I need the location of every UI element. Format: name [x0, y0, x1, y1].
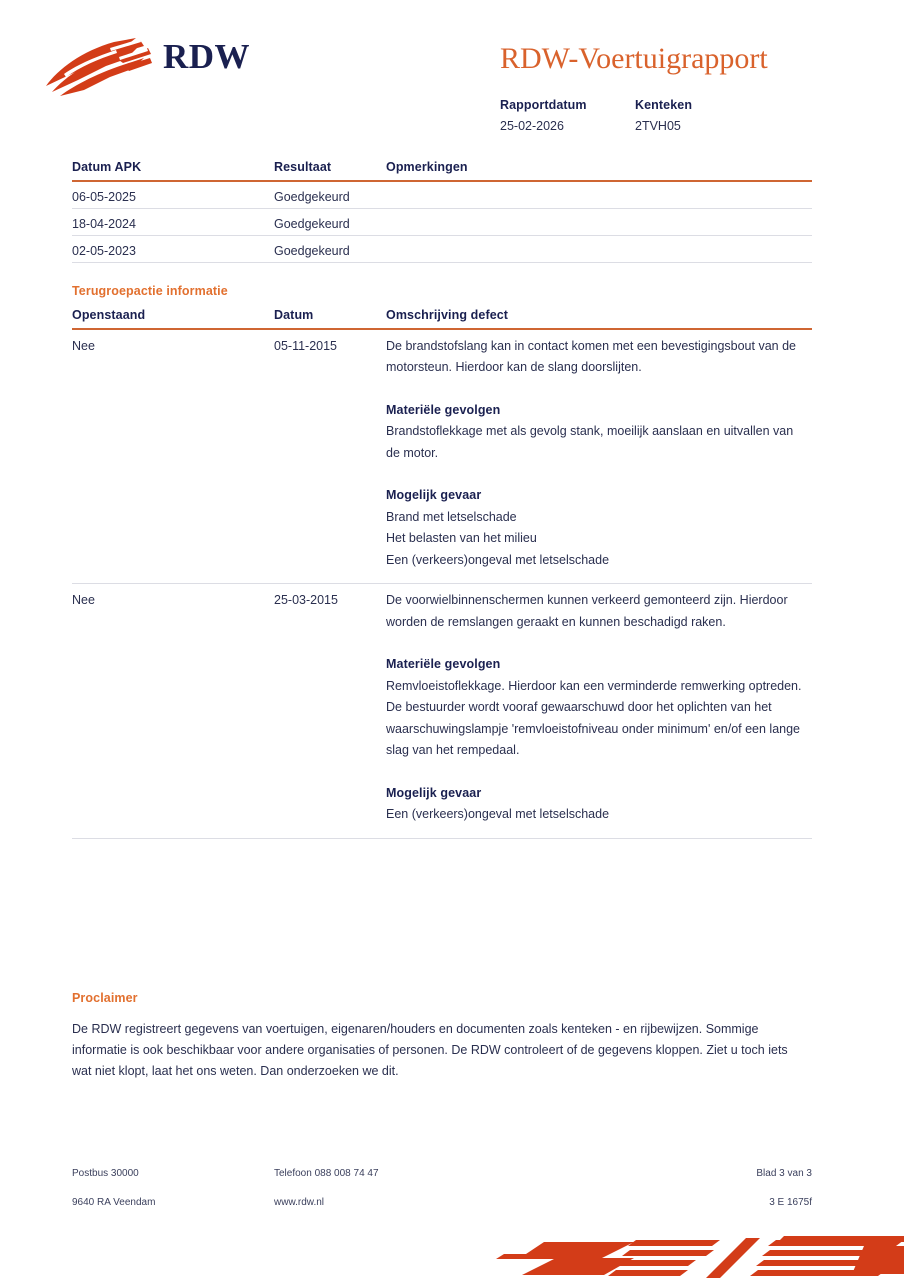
report-date-block	[500, 97, 635, 136]
table-row	[72, 214, 812, 235]
recall-cell-open: Nee	[72, 593, 95, 607]
recall-entry-body	[72, 336, 812, 572]
license-plate-label: Kenteken	[635, 98, 693, 112]
footer-phone: Telefoon 088 008 74 47	[274, 1168, 379, 1179]
rdw-feather-logo-icon	[44, 36, 164, 98]
recall-entry-divider	[72, 838, 812, 839]
proclaimer-text: De RDW registreert gegevens van voertuigen, eigenaren/houders en documenten zoals kenteken - en rijbewijzen. Sommige informatie is ook beschikbaar voor andere organisaties of personen. De RDW controleert of de gegevens kloppen. Ziet u toch iets wat niet klopt, laat het ons weten. Dan onderzoeken we dit.	[72, 1022, 788, 1078]
apk-header-result: Resultaat	[274, 160, 332, 174]
footer-website-link[interactable]: www.rdw.nl	[274, 1197, 325, 1208]
recall-danger-line: Het belasten van het milieu	[386, 531, 537, 545]
recall-header-open: Openstaand	[72, 308, 146, 322]
page-title: RDW-Voertuigrapport	[500, 42, 768, 75]
apk-table-header-row	[72, 160, 812, 180]
apk-row-divider	[72, 262, 812, 263]
apk-table	[72, 160, 812, 263]
recall-section-title: Terugroepactie informatie	[72, 284, 228, 298]
recall-cell-date: 05-11-2015	[274, 338, 338, 353]
recall-header-date: Datum	[274, 308, 314, 322]
apk-header-date: Datum APK	[72, 160, 142, 174]
recall-danger-line: Brand met letselschade	[386, 509, 517, 524]
recall-cell-open: Nee	[72, 338, 95, 353]
recall-description: De voorwielbinnenschermen kunnen verkeerd gemonteerd zijn. Hierdoor worden de remslangen geraakt en kunnen beschadigd raken.	[386, 593, 788, 629]
footer-page-label: Blad 3 van 3	[756, 1168, 812, 1179]
footer-address-line1: Postbus 30000	[72, 1168, 139, 1179]
proclaimer-title: Proclaimer	[72, 991, 138, 1005]
apk-cell-result: Goedgekeurd	[274, 216, 350, 231]
apk-cell-result: Goedgekeurd	[274, 189, 350, 204]
apk-cell-date: 06-05-2025	[72, 189, 136, 204]
recall-consequences-text: Remvloeistoflekkage. Hierdoor kan een verminderde remwerking optreden. De bestuurder wordt vooraf gewaarschuwd door het oplichten van het waarschuwingslampje 'remvloeistofniveau onder minimum' en/of een lange slag van het rempedaal.	[386, 678, 802, 757]
document-footer	[72, 1168, 812, 1228]
report-meta	[500, 97, 880, 136]
speed-stripes-graphic-icon	[484, 1228, 904, 1280]
recall-entry	[72, 584, 812, 838]
recall-header-description: Omschrijving defect	[386, 308, 509, 322]
rdw-wordmark: RDW	[163, 37, 251, 76]
table-row	[72, 241, 812, 262]
footer-row-top	[72, 1168, 812, 1197]
proclaimer-section	[72, 990, 812, 1082]
apk-header-rule	[72, 180, 812, 182]
footer-address-line2: 9640 RA Veendam	[72, 1197, 156, 1208]
apk-row-divider	[72, 235, 812, 236]
apk-cell-result: Goedgekeurd	[274, 243, 350, 258]
recall-danger-heading: Mogelijk gevaar	[386, 488, 482, 502]
recall-entry	[72, 330, 812, 584]
recall-cell-date: 25-03-2015	[274, 593, 338, 607]
apk-header-remarks: Opmerkingen	[386, 160, 468, 174]
apk-cell-date: 18-04-2024	[72, 216, 136, 231]
document-header	[0, 0, 904, 150]
recall-entry-body	[72, 590, 812, 826]
recall-danger-line: Een (verkeers)ongeval met letselschade	[386, 807, 610, 821]
apk-cell-date: 02-05-2023	[72, 243, 136, 258]
recall-consequences-heading: Materiële gevolgen	[386, 402, 501, 417]
license-plate-value: 2TVH05	[635, 119, 681, 133]
recall-table-header-row	[72, 308, 812, 328]
apk-row-divider	[72, 208, 812, 209]
recall-description: De brandstofslang kan in contact komen met een bevestigingsbout van de motorsteun. Hierdoor kan de slang doorslijten.	[386, 338, 796, 374]
report-date-label: Rapportdatum	[500, 98, 587, 112]
footer-row-bottom	[72, 1197, 812, 1226]
recall-consequences-heading: Materiële gevolgen	[386, 657, 501, 671]
table-row	[72, 187, 812, 208]
footer-form-code: 3 E 1675f	[769, 1197, 812, 1208]
recall-danger-line: Een (verkeers)ongeval met letselschade	[386, 552, 610, 567]
recall-danger-heading: Mogelijk gevaar	[386, 785, 482, 800]
recall-section	[72, 283, 812, 839]
recall-consequences-text: Brandstoflekkage met als gevolg stank, moeilijk aanslaan en uitvallen van de motor.	[386, 424, 794, 460]
license-plate-block	[635, 97, 692, 136]
report-date-value: 25-02-2026	[500, 119, 564, 133]
